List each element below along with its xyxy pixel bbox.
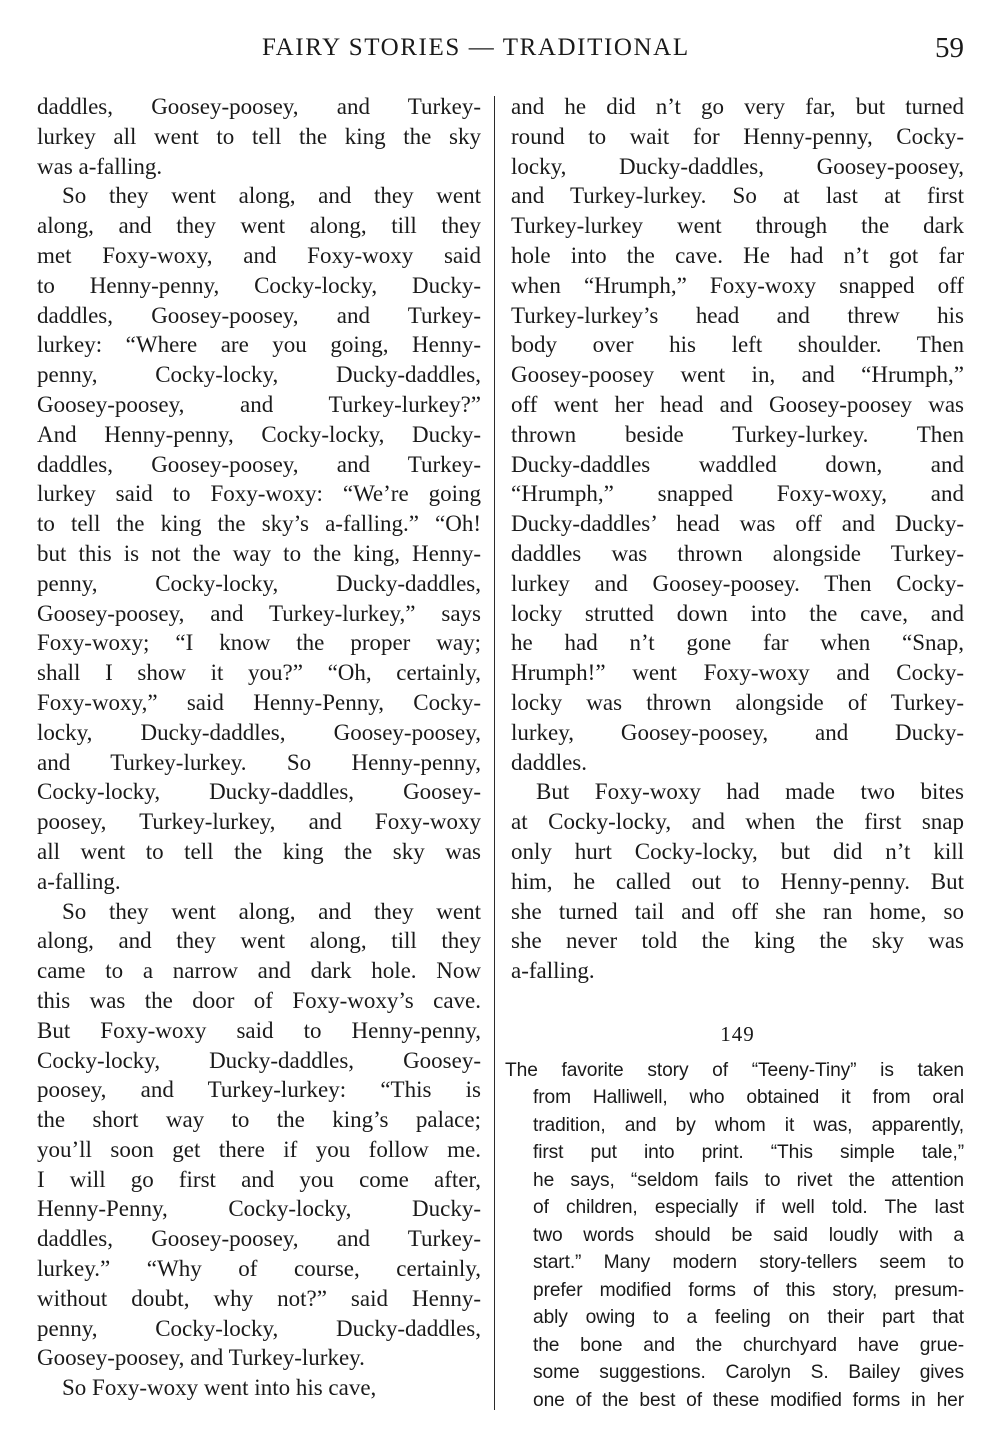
text-line: body over his left shoulder. Then: [511, 332, 964, 358]
note-line: some suggestions. Carolyn S. Bailey gives: [533, 1362, 964, 1384]
text-line: the short way to the king’s palace;: [37, 1107, 481, 1133]
note-line: start.” Many modern story-tellers seem to: [533, 1252, 964, 1274]
note-number: 149: [720, 1021, 755, 1046]
paragraph: [511, 92, 964, 777]
text-line: penny, Cocky-locky, Ducky-daddles,: [37, 570, 481, 596]
text-line: lurkey said to Foxy-woxy: “We’re going: [37, 481, 481, 507]
paragraph: [37, 897, 481, 1374]
text-line: she never told the king the sky was: [511, 928, 964, 954]
text-line: daddles, Goosey-poosey, and Turkey-: [37, 94, 481, 119]
text-line: along, and they went along, till they: [37, 213, 481, 239]
text-line: shall I show it you?” “Oh, certainly,: [37, 660, 481, 686]
text-line: Ducky-daddles waddled down, and: [511, 451, 964, 477]
text-line: lurkey, Goosey-poosey, and Ducky-: [511, 719, 964, 745]
text-line: daddles, Goosey-poosey, and Turkey-: [37, 1226, 481, 1252]
note-line: The favorite story of “Teeny-Tiny” is taken: [505, 1059, 964, 1081]
text-line: lurkey: “Where are you going, Henny-: [37, 332, 481, 358]
text-line: you’ll soon get there if you follow me.: [37, 1136, 481, 1162]
text-line: Goosey-poosey, and Turkey-lurkey?”: [37, 391, 481, 417]
text-line: a-falling.: [511, 958, 595, 984]
text-line: Goosey-poosey went in, and “Hrumph,”: [511, 362, 964, 388]
text-line: So they went along, and they went: [62, 183, 481, 209]
text-line: penny, Cocky-locky, Ducky-daddles,: [37, 362, 481, 388]
text-line: But Foxy-woxy said to Henny-penny,: [37, 1017, 481, 1043]
text-line: poosey, Turkey-lurkey, and Foxy-woxy: [37, 809, 481, 835]
column-divider: [494, 96, 495, 1410]
text-line: this was the door of Foxy-woxy’s cave.: [37, 987, 481, 1013]
text-line: daddles, Goosey-poosey, and Turkey-: [37, 451, 481, 477]
text-line: daddles, Goosey-poosey, and Turkey-: [37, 302, 481, 328]
text-line: Turkey-lurkey’s head and threw his: [511, 302, 964, 328]
text-line: lurkey all went to tell the king the sky: [37, 123, 481, 149]
text-line: without doubt, why not?” said Henny-: [37, 1285, 481, 1311]
text-line: daddles.: [511, 749, 588, 775]
note-line: two words should be said loudly with a: [533, 1224, 964, 1246]
text-line: locky, Ducky-daddles, Goosey-poosey,: [511, 153, 964, 179]
note-line: the bone and the churchyard have grue-: [533, 1334, 964, 1356]
text-line: Foxy-woxy; “I know the proper way;: [37, 630, 481, 656]
text-line: penny, Cocky-locky, Ducky-daddles,: [37, 1315, 481, 1341]
paragraph: [37, 92, 481, 181]
text-line: she turned tail and off she ran home, so: [511, 898, 964, 924]
text-line: “Hrumph,” snapped Foxy-woxy, and: [511, 481, 964, 507]
text-line: But Foxy-woxy had made two bites: [536, 779, 964, 805]
text-line: but this is not the way to the king, Henny-: [37, 540, 481, 566]
text-line: poosey, and Turkey-lurkey: “This is: [37, 1077, 481, 1103]
note-line: prefer modified forms of this story, presum-: [533, 1279, 964, 1301]
left-column: [37, 92, 481, 1403]
note-line: tradition, and by whom it was, apparently,: [533, 1114, 964, 1136]
running-title: FAIRY STORIES — TRADITIONAL: [262, 34, 690, 61]
text-line: a-falling.: [37, 868, 121, 894]
note-line: he says, “seldom fails to rivet the attention: [533, 1169, 964, 1191]
text-line: met Foxy-woxy, and Foxy-woxy said: [37, 242, 481, 268]
text-line: Ducky-daddles’ head was off and Ducky-: [511, 511, 964, 537]
text-line: along, and they went along, till they: [37, 928, 481, 954]
text-line: Cocky-locky, Ducky-daddles, Goosey-: [37, 1047, 481, 1073]
right-column: [505, 92, 964, 1414]
running-head: [0, 30, 1000, 70]
editorial-note: [505, 1057, 964, 1415]
text-line: Foxy-woxy,” said Henny-Penny, Cocky-: [37, 689, 481, 715]
text-line: off went her head and Goosey-poosey was: [511, 391, 964, 417]
text-line: locky strutted down into the cave, and: [511, 600, 964, 626]
text-line: locky was thrown alongside of Turkey-: [511, 689, 964, 715]
text-line: And Henny-penny, Cocky-locky, Ducky-: [37, 421, 481, 447]
text-line: lurkey.” “Why of course, certainly,: [37, 1256, 481, 1282]
paragraph: [37, 1373, 481, 1403]
text-line: at Cocky-locky, and when the first snap: [511, 809, 964, 835]
text-line: Hrumph!” went Foxy-woxy and Cocky-: [511, 660, 964, 686]
text-line: all went to tell the king the sky was: [37, 838, 481, 864]
note-line: ably owing to a feeling on their part that: [533, 1307, 964, 1329]
note-line: of children, especially if well told. The last: [533, 1197, 964, 1219]
text-line: I will go first and you come after,: [37, 1166, 481, 1192]
note-line: one of the best of these modified forms in her: [533, 1389, 964, 1411]
text-line: daddles was thrown alongside Turkey-: [511, 540, 964, 566]
text-line: to tell the king the sky’s a-falling.” “Oh!: [37, 511, 481, 537]
page-number: 59: [935, 32, 964, 64]
text-line: So Foxy-woxy went into his cave,: [62, 1375, 377, 1401]
text-line: when “Hrumph,” Foxy-woxy snapped off: [511, 272, 964, 298]
text-line: and he did n’t go very far, but turned: [511, 94, 964, 119]
text-line: Cocky-locky, Ducky-daddles, Goosey-: [37, 779, 481, 805]
text-line: So they went along, and they went: [62, 898, 481, 924]
text-line: thrown beside Turkey-lurkey. Then: [511, 421, 964, 447]
text-line: and Turkey-lurkey. So at last at first: [511, 183, 964, 209]
text-line: and Turkey-lurkey. So Henny-penny,: [37, 749, 481, 775]
text-line: lurkey and Goosey-poosey. Then Cocky-: [511, 570, 964, 596]
text-line: Turkey-lurkey went through the dark: [511, 213, 964, 239]
text-line: hole into the cave. He had n’t got far: [511, 242, 964, 268]
text-line: locky, Ducky-daddles, Goosey-poosey,: [37, 719, 481, 745]
note-line: first put into print. “This simple tale,”: [533, 1142, 964, 1164]
paragraph: [511, 777, 964, 986]
text-line: he had n’t gone far when “Snap,: [511, 630, 964, 656]
text-line: Goosey-poosey, and Turkey-lurkey,” says: [37, 600, 481, 626]
text-line: to Henny-penny, Cocky-locky, Ducky-: [37, 272, 481, 298]
text-line: came to a narrow and dark hole. Now: [37, 958, 481, 984]
paragraph: [37, 181, 481, 896]
text-line: him, he called out to Henny-penny. But: [511, 868, 964, 894]
note-line: from Halliwell, who obtained it from oral: [533, 1087, 964, 1109]
text-line: Henny-Penny, Cocky-locky, Ducky-: [37, 1196, 481, 1222]
text-line: was a-falling.: [37, 153, 163, 179]
text-line: round to wait for Henny-penny, Cocky-: [511, 123, 964, 149]
text-line: Goosey-poosey, and Turkey-lurkey.: [37, 1345, 365, 1371]
text-line: only hurt Cocky-locky, but did n’t kill: [511, 838, 964, 864]
